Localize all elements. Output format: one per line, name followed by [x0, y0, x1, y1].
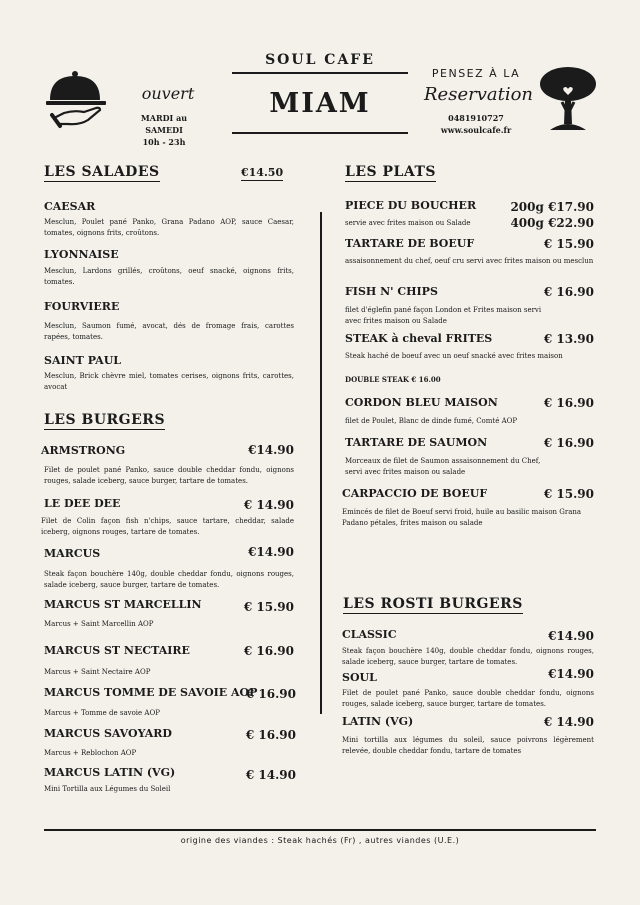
menu-item-name: CAESAR	[44, 200, 96, 213]
tree-heart-icon	[538, 66, 598, 134]
menu-item-name: LYONNAISE	[44, 248, 119, 261]
menu-item-desc: Mesclun, Poulet pané Panko, Grana Padano AOP, sauce Caesar, tomates, oignons frits, croûtons.	[44, 218, 294, 237]
page-title: MIAM	[269, 88, 371, 119]
reservation-line1: PENSEZ À LA	[431, 67, 521, 80]
menu-item-desc: Filet de poulet pané Panko, sauce double cheddar fondu, oignons rouges, salade iceberg, sauce burger, tartare de tomates.	[342, 689, 594, 708]
menu-item-price: € 15.90	[543, 237, 594, 251]
menu-item-price: €14.90	[248, 443, 294, 457]
menu-item-desc: Steak façon bouchère 140g, double cheddar fondu, oignons rouges, salade iceberg, sauce burger, tartare de tomates.	[342, 647, 594, 666]
section-heading-plats: LES PLATS	[345, 164, 436, 180]
menu-item-desc: filet de Poulet, Blanc de dinde fumé, Comté AOP	[345, 417, 518, 425]
menu-item-name: STEAK à cheval FRITES	[345, 332, 493, 345]
header-rule-bottom	[232, 132, 408, 134]
section-heading-burgers: LES BURGERS	[44, 412, 166, 428]
footer-rule	[44, 829, 596, 831]
menu-item-name: FOURVIERE	[44, 300, 120, 313]
menu-item-desc: Filet de poulet pané Panko, sauce double cheddar fondu, oignons rouges, salade iceberg, sauce burger, tartare de tomates.	[44, 466, 294, 485]
menu-item-name: SOUL	[342, 671, 377, 684]
menu-item-desc: Mesclun, Lardons grillés, croûtons, oeuf snacké, oignons frits, tomates.	[44, 267, 294, 286]
menu-item-name: PIECE DU BOUCHER	[345, 199, 477, 212]
menu-item-desc: Marcus + Reblochon AOP	[44, 749, 137, 757]
menu-item-name: CORDON BLEU MAISON	[345, 396, 498, 409]
meat-origin-note: origine des viandes : Steak hachés (Fr) , autres viandes (U.E.)	[180, 836, 460, 845]
menu-item-name: CARPACCIO DE BOEUF	[342, 487, 488, 500]
menu-item-desc: Emincés de filet de Boeuf servi froid, huile au basilic maison Grana Padano pétales, frites maison ou salade	[342, 508, 582, 527]
menu-item-desc: Mesclun, Brick chèvre miel, tomates cerises, oignons frits, carottes, avocat	[44, 372, 294, 391]
menu-item-name: TARTARE DE SAUMON	[345, 436, 488, 449]
menu-item-name: MARCUS	[44, 547, 101, 560]
menu-item-name: MARCUS TOMME DE SAVOIE AOP	[44, 686, 258, 699]
open-script-label: ouvert	[141, 84, 195, 103]
phone-number: 0481910727	[448, 113, 504, 123]
double-steak-option: DOUBLE STEAK € 16.00	[345, 375, 441, 384]
menu-item-price: € 16.90	[245, 687, 296, 701]
menu-item-desc: servie avec frites maison ou Salade	[345, 219, 471, 227]
menu-item-price: € 14.90	[543, 715, 594, 729]
opening-hours	[122, 112, 206, 148]
menu-item-desc: Marcus + Saint Nectaire AOP	[44, 668, 151, 676]
menu-item-name: CLASSIC	[342, 628, 397, 641]
menu-item-name: MARCUS ST NECTAIRE	[44, 644, 190, 657]
menu-item-price: 200g €17.90	[510, 200, 594, 214]
menu-item-price: € 14.90	[243, 498, 294, 512]
menu-item-price: €14.90	[548, 629, 594, 643]
open-days: MARDI au SAMEDI	[140, 113, 188, 135]
menu-item-desc: Mini Tortilla aux Légumes du Soleil	[44, 785, 171, 793]
menu-item-name: MARCUS SAVOYARD	[44, 727, 172, 740]
menu-item-price: € 16.90	[543, 396, 594, 410]
menu-item-price: € 16.90	[543, 285, 594, 299]
open-hours: 10h - 23h	[142, 137, 186, 147]
menu-item-desc: Filet de Colin façon fish n'chips, sauce tartare, cheddar, salade iceberg, oignons rouges, tartare de tomates.	[41, 517, 294, 536]
menu-item-name: LE DEE DEE	[44, 497, 121, 510]
menu-item-desc: Marcus + Saint Marcellin AOP	[44, 620, 154, 628]
menu-item-name: FISH N' CHIPS	[345, 285, 438, 298]
menu-item-price: € 15.90	[543, 487, 594, 501]
menu-item-price: € 16.90	[543, 436, 594, 450]
menu-item-price: € 13.90	[543, 332, 594, 346]
menu-item-name: MARCUS ST MARCELLIN	[44, 598, 202, 611]
menu-item-price: € 16.90	[243, 644, 294, 658]
menu-item-price-alt: 400g €22.90	[510, 216, 594, 230]
section-heading-rosti: LES ROSTI BURGERS	[343, 596, 523, 612]
menu-item-desc: assaisonnement du chef, oeuf cru servi avec frites maison ou mesclun	[345, 257, 594, 265]
column-divider	[320, 212, 322, 714]
menu-item-price: €14.90	[248, 545, 294, 559]
menu-item-price: €14.90	[548, 667, 594, 681]
header-rule-top	[232, 72, 408, 74]
menu-item-desc: filet d'églefin pané façon London et Frites maison servi avec frites maison ou Salade	[345, 306, 542, 325]
menu-item-desc: Morceaux de filet de Saumon assaisonnement du Chef, servi avec frites maison ou salade	[345, 457, 541, 476]
brand-name: SOUL CAFE	[265, 52, 375, 68]
menu-item-price: € 15.90	[243, 600, 294, 614]
menu-item-desc: Steak haché de boeuf avec un oeuf snacké avec frites maison	[345, 352, 563, 360]
website-link[interactable]: www.soulcafe.fr	[440, 125, 512, 135]
section-heading-salades: LES SALADES	[44, 164, 160, 180]
menu-item-name: LATIN (VG)	[342, 715, 414, 728]
menu-item-name: ARMSTRONG	[41, 444, 126, 457]
reservation-line2: Reservation	[424, 84, 534, 105]
menu-item-name: TARTARE DE BOEUF	[345, 237, 475, 250]
menu-item-name: SAINT PAUL	[44, 354, 122, 367]
menu-item-name: MARCUS LATIN (VG)	[44, 766, 176, 779]
menu-item-desc: Marcus + Tomme de savoie AOP	[44, 709, 160, 717]
menu-item-desc: Mini tortilla aux légumes du soleil, sauce poivrons légèrement relevée, double cheddar fondu, tartare de tomates	[342, 736, 594, 755]
salades-price: €14.50	[241, 166, 284, 179]
contact-info	[428, 112, 524, 136]
cloche-serving-hand-icon	[44, 66, 110, 132]
menu-item-desc: Steak façon bouchère 140g, double cheddar fondu, oignons rouges, salade iceberg, sauce burger, tartare de tomates.	[44, 570, 294, 589]
menu-item-desc: Mesclun, Saumon fumé, avocat, dés de fromage frais, carottes rapées, tomates.	[44, 322, 294, 341]
menu-item-price: € 16.90	[245, 728, 296, 742]
menu-item-price: € 14.90	[245, 768, 296, 782]
